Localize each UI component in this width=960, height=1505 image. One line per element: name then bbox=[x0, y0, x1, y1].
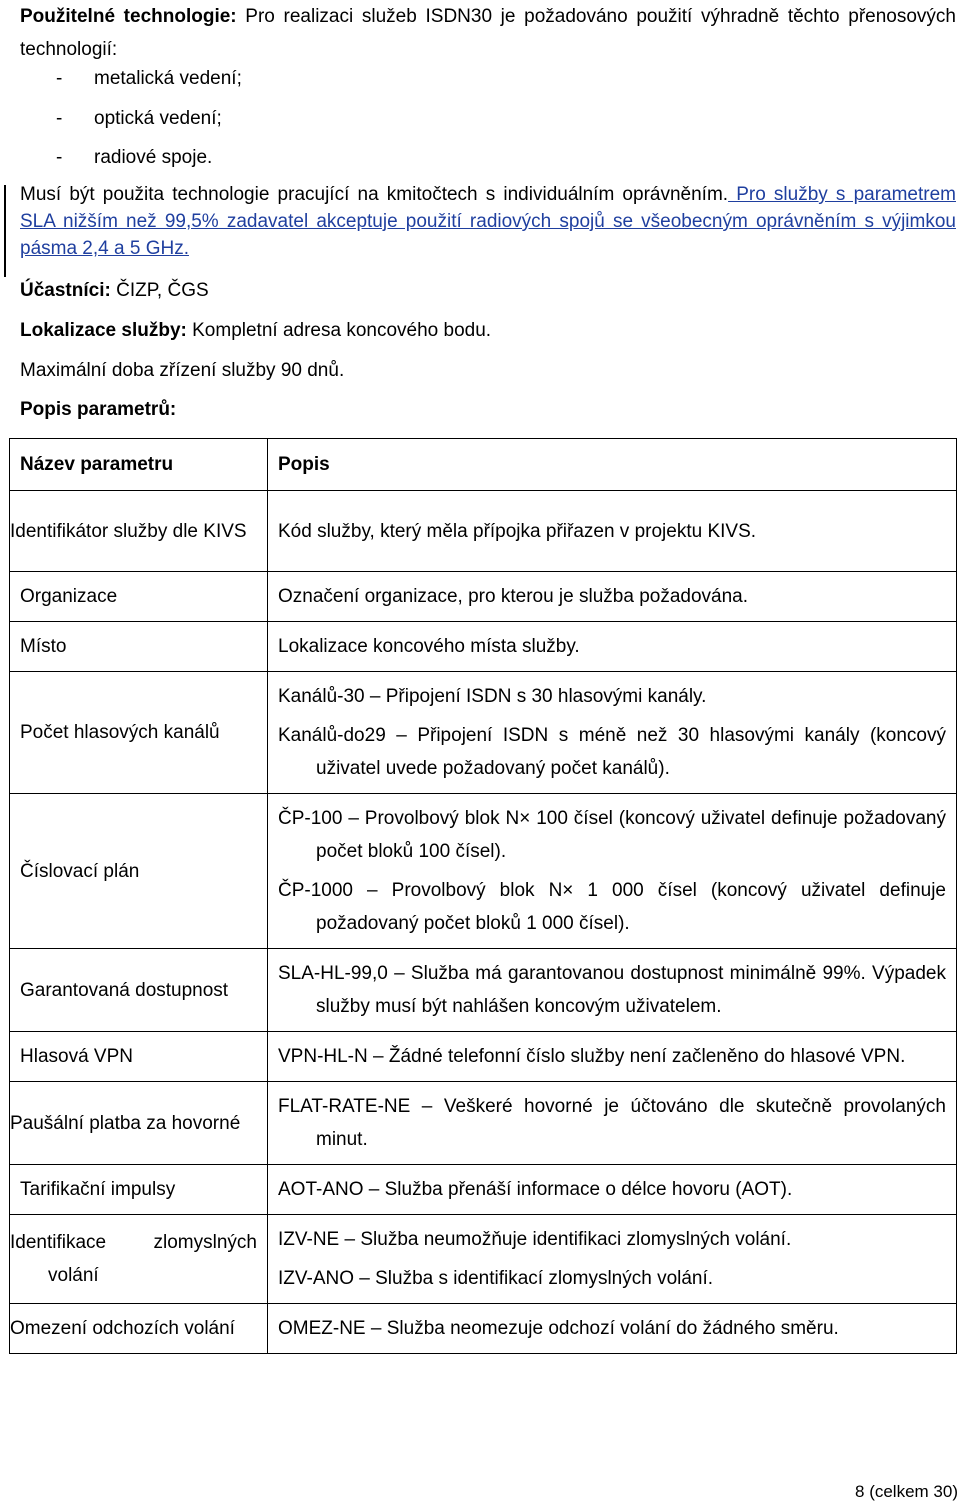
column-header: Název parametru bbox=[10, 439, 268, 491]
parameter-description bbox=[268, 949, 957, 1032]
option-text: ČP-100 – Provolbový blok N× 100 čísel (koncový uživatel definuje požadovaný počet bloků 100 čísel). bbox=[278, 808, 946, 862]
localization-label: Lokalizace služby: bbox=[20, 320, 187, 341]
frequency-paragraph bbox=[20, 181, 956, 262]
parameter-name: Místo bbox=[10, 622, 268, 672]
parameter-description bbox=[268, 794, 957, 949]
table-row bbox=[10, 572, 957, 622]
parameter-name: Počet hlasových kanálů bbox=[10, 672, 268, 794]
table-row bbox=[10, 622, 957, 672]
table-row bbox=[10, 949, 957, 1032]
revision-bar bbox=[4, 185, 6, 277]
frequency-note: Musí být použita technologie pracující na kmitočtech s individuálním oprávněním. bbox=[20, 184, 729, 205]
table-row bbox=[10, 1082, 957, 1165]
participants-line bbox=[20, 274, 956, 307]
parameter-name: Omezení odchozích volání bbox=[10, 1304, 268, 1354]
parameter-description: Kód služby, který měla přípojka přiřazen v projektu KIVS. bbox=[268, 491, 957, 572]
parameters-title: Popis parametrů: bbox=[20, 399, 177, 420]
parameter-name: Identifikace zlomyslných volání bbox=[10, 1215, 268, 1304]
page-number: 8 (celkem 30) bbox=[855, 1482, 958, 1501]
option-text: Kanálů-do29 – Připojení ISDN s méně než 30 hlasovými kanály (koncový uživatel uvede požadovaný počet kanálů). bbox=[278, 725, 946, 779]
parameter-name: Tarifikační impulsy bbox=[10, 1165, 268, 1215]
option-text: Kanálů-30 – Připojení ISDN s 30 hlasovými kanály. bbox=[278, 686, 707, 707]
table-row bbox=[10, 672, 957, 794]
max-duration-line: Maximální doba zřízení služby 90 dnů. bbox=[20, 360, 345, 381]
table-row bbox=[10, 1165, 957, 1215]
participants-label: Účastníci: bbox=[20, 280, 111, 301]
parameter-description: AOT-ANO – Služba přenáší informace o délce hovoru (AOT). bbox=[268, 1165, 957, 1215]
localization-value: Kompletní adresa koncového bodu. bbox=[186, 320, 492, 341]
parameter-name: Hlasová VPN bbox=[10, 1032, 268, 1082]
parameter-description: Lokalizace koncového místa služby. bbox=[268, 622, 957, 672]
table-row bbox=[10, 1032, 957, 1082]
parameter-name: Číslovací plán bbox=[10, 794, 268, 949]
option-text: ČP-1000 – Provolbový blok N× 1 000 čísel (koncový uživatel definuje požadovaný počet bloků 1 000 čísel). bbox=[278, 880, 946, 934]
option-text: IZV-ANO – Služba s identifikací zlomyslných volání. bbox=[278, 1268, 714, 1289]
option-text: SLA-HL-99,0 – Služba má garantovanou dostupnost minimálně 99%. Výpadek služby musí být nahlášen koncovým uživatelem. bbox=[278, 963, 946, 1017]
technologies-label: Použitelné technologie: bbox=[20, 6, 237, 27]
technologies-paragraph bbox=[20, 0, 956, 66]
parameter-name: Paušální platba za hovorné bbox=[10, 1082, 268, 1165]
option-text: IZV-NE – Služba neumožňuje identifikaci zlomyslných volání. bbox=[278, 1229, 792, 1250]
list-item: - radiové spoje. bbox=[56, 147, 213, 168]
table-row bbox=[10, 794, 957, 949]
list-item: - optická vedení; bbox=[56, 108, 222, 129]
list-item: - metalická vedení; bbox=[56, 68, 242, 89]
technologies-text: Pro realizaci služeb ISDN30 je požadováno použití výhradně těchto přenosových technologií: bbox=[20, 6, 956, 60]
revised-note: Pro služby s parametrem SLA nižším než 99,5% zadavatel akceptuje použití radiových spojů se všeobecným oprávněním s výjimkou pásma 2,4 a 5 GHz. bbox=[20, 184, 956, 259]
table-row bbox=[10, 1215, 957, 1304]
parameter-description bbox=[268, 1082, 957, 1165]
parameter-name: Garantovaná dostupnost bbox=[10, 949, 268, 1032]
table-row bbox=[10, 491, 957, 572]
parameter-description: OMEZ-NE – Služba neomezuje odchozí volání do žádného směru. bbox=[268, 1304, 957, 1354]
parameter-description bbox=[268, 1032, 957, 1082]
table-header-row bbox=[10, 439, 957, 491]
option-text: VPN-HL-N – Žádné telefonní číslo služby není začleněno do hlasové VPN. bbox=[278, 1046, 906, 1067]
parameter-description: Označení organizace, pro kterou je služba požadována. bbox=[268, 572, 957, 622]
participants-value: ČIZP, ČGS bbox=[110, 280, 209, 301]
parameters-table bbox=[9, 438, 957, 1354]
parameter-name: Organizace bbox=[10, 572, 268, 622]
parameter-name: Identifikátor služby dle KIVS bbox=[10, 491, 268, 572]
column-header: Popis bbox=[268, 439, 957, 491]
table-row bbox=[10, 1304, 957, 1354]
parameter-description bbox=[268, 1215, 957, 1304]
parameter-description bbox=[268, 672, 957, 794]
option-text: FLAT-RATE-NE – Veškeré hovorné je účtováno dle skutečně provolaných minut. bbox=[278, 1096, 946, 1150]
localization-line bbox=[20, 314, 956, 347]
